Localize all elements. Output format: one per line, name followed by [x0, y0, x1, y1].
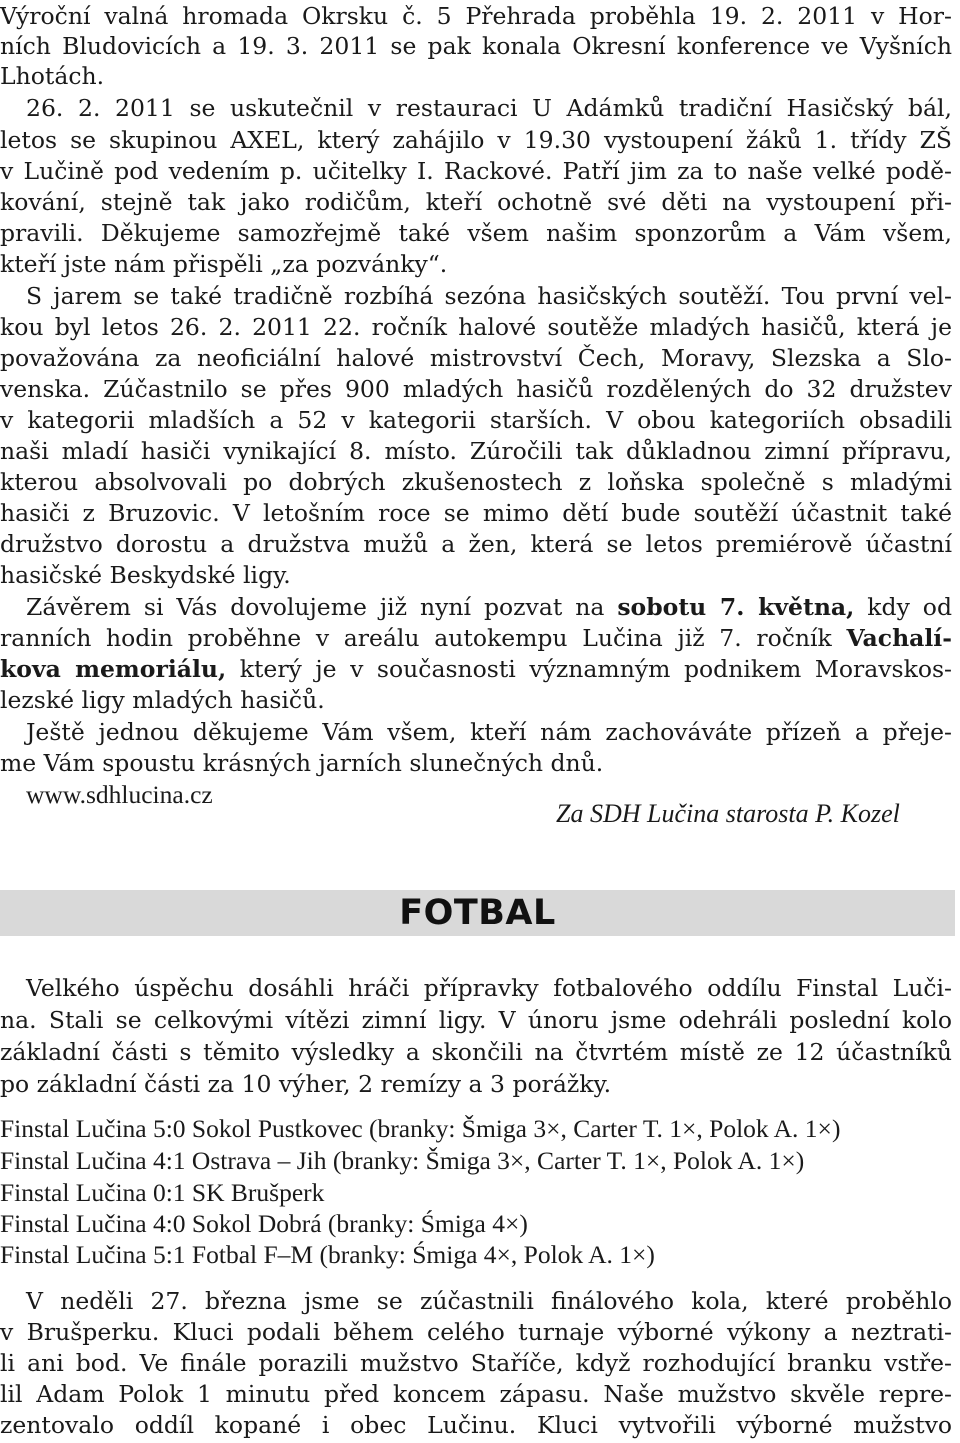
text-line: po základní části za 10 výher, 2 remízy a 3 porážky. [0, 1070, 612, 1098]
text-run: ročník halové soutěže mladých hasičů, která je [360, 313, 952, 341]
text-line: považována za neoficiální halové mistrovství Čech, Moravy, Slezska a Slo- [0, 344, 952, 372]
text-line [0, 622, 952, 654]
text-line: naši mladí hasiči vynikající 8. místo. Zúročili tak důkladnou zimní přípravu, [0, 437, 952, 465]
highlight-event: Vachalí- [846, 624, 952, 652]
result-item: Finstal Lučina 4:1 Ostrava – Jih (branky: Šmiga 3×, Carter T. 1×, Polok A. 1×) [0, 1146, 805, 1175]
text-line: kování, stejně tak jako rodičům, kteří ochotně své děti na vystoupení při- [0, 188, 952, 216]
text-line: me Vám spoustu krásných jarních slunečných dnů. [0, 749, 604, 777]
highlight-date: sobotu 7. května, [617, 593, 855, 621]
result-item: Finstal Lučina 5:1 Fotbal F–M (branky: Śmiga 4×, Polok A. 1×) [0, 1240, 655, 1269]
text-run: Děkujeme samozřejmě také všem našim sponzorům a Vám všem, [83, 219, 952, 247]
text-run: Patří jim za to naše velké podě- [552, 157, 952, 185]
text-line: na. Stali se celkovými vítězi zimní ligy. V únoru jsme odehráli poslední kolo [0, 1006, 952, 1034]
text-line: 26. 2. 2011 se uskutečnil v restauraci U Adámků tradiční Hasičský bál, [26, 94, 952, 122]
result-item: Finstal Lučina 4:0 Sokol Dobrá (branky: Śmiga 4×) [0, 1209, 528, 1238]
text-line: základní části s těmito výsledky a skončili na čtvrtém místě ze 12 účastníků [0, 1038, 952, 1066]
text-line [0, 311, 952, 343]
text-line: lezské ligy mladých hasičů. [0, 686, 325, 714]
text-line: venska. Zúčastnilo se přes 900 mladých hasičů rozdělených do 32 družstev [0, 375, 952, 403]
text-line: Velkého úspěchu dosáhli hráči přípravky fotbalového oddílu Finstal Luči- [26, 974, 952, 1002]
text-line: V neděli 27. března jsme se zúčastnili finálového kola, které proběhlo [26, 1287, 952, 1315]
signature: Za SDH Lučina starosta P. Kozel [556, 799, 900, 828]
text-run: v Lučině pod vedením p. učitelky I. Rackové. [0, 157, 553, 185]
result-item: Finstal Lučina 5:0 Sokol Pustkovec (branky: Šmiga 3×, Carter T. 1×, Polok A. 1×) [0, 1114, 841, 1143]
text-run: který je v současnosti významným podnikem Moravskos- [226, 655, 952, 683]
text-line [0, 155, 952, 187]
section-banner [0, 890, 955, 936]
text-line: li ani bod. Ve finále porazili mužstvo Staříče, když rozhodující branku vstře- [0, 1349, 952, 1377]
text-run: Závěrem si Vás dovolujeme již nyní pozvat na [26, 593, 618, 621]
text-line: Lhotách. [0, 62, 105, 90]
text-line: letos se skupinou AXEL, který zahájilo v 19.30 vystoupení žáků 1. třídy ZŠ [0, 126, 952, 154]
text-line: hasiči z Bruzovic. V letošním roce se mimo dětí bude soutěží účastnit také [0, 499, 952, 527]
text-line: Výroční valná hromada Okrsku č. 5 Přehrada proběhla 19. 2. 2011 v Hor- [0, 2, 952, 30]
text-run: pravili. [0, 219, 84, 247]
text-line [0, 653, 952, 685]
section-title: FOTBAL [399, 893, 556, 933]
text-line: Ještě jednou děkujeme Vám všem, kteří nám zachováváte přízeň a přeje- [26, 718, 952, 746]
text-line: v Brušperku. Kluci podali během celého turnaje výborné výkony a neztrati- [0, 1318, 952, 1346]
text-line: kterou absolvovali po dobrých zkušenostech z loňska společně s mladými [0, 468, 952, 496]
text-run: kou byl letos 26. 2. 2011 22. [0, 313, 361, 341]
text-line: zentovalo oddíl kopané i obec Lučinu. Kluci vytvořili výborné mužstvo [0, 1411, 952, 1439]
text-line: kteří jste nám přispěli „za pozvánky“. [0, 250, 448, 278]
highlight-event: kova memoriálu, [0, 655, 227, 683]
text-line [26, 591, 952, 623]
text-line: hasičské Beskydské ligy. [0, 561, 291, 589]
text-line: ních Bludovicích a 19. 3. 2011 se pak konala Okresní konference ve Vyšních [0, 32, 952, 60]
text-line [0, 217, 952, 249]
text-line: v kategorii mladších a 52 v kategorii starších. V obou kategoriích obsadili [0, 406, 952, 434]
text-run: ranních hodin proběhne v areálu autokempu Lučina již 7. ročník [0, 624, 847, 652]
text-run: kdy od [854, 593, 952, 621]
website-url: www.sdhlucina.cz [26, 780, 213, 809]
result-item: Finstal Lučina 0:1 SK Brušperk [0, 1178, 325, 1207]
text-line: družstvo dorostu a družstva mužů a žen, která se letos premiérově účastní [0, 530, 952, 558]
text-line: lil Adam Polok 1 minutu před koncem zápasu. Naše mužstvo skvěle repre- [0, 1380, 952, 1408]
text-line: S jarem se také tradičně rozbíhá sezóna hasičských soutěží. Tou první vel- [26, 282, 952, 310]
